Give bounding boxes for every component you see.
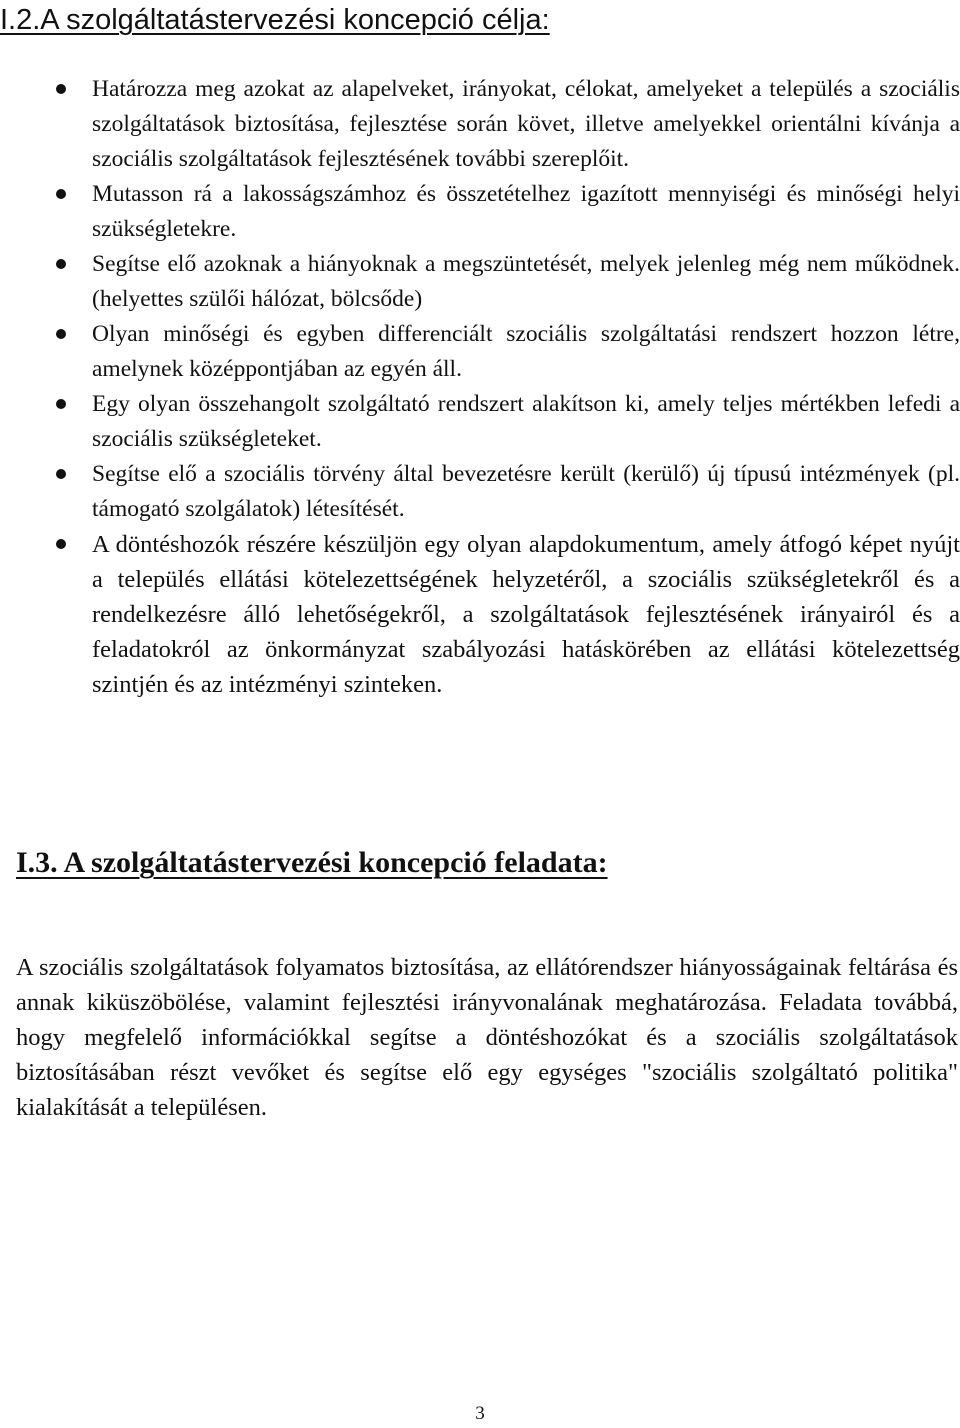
page-number: 3 bbox=[475, 1403, 485, 1424]
goals-bullet-list bbox=[55, 72, 960, 702]
bullet-icon bbox=[56, 329, 66, 339]
bullet-text: Egy olyan összehangolt szolgáltató rendszert alakítson ki, amely teljes mértékben lefedi a szociális szükségleteket. bbox=[92, 391, 960, 452]
bullet-icon bbox=[56, 399, 66, 409]
bullet-text: Olyan minőségi és egyben differenciált szociális szolgáltatási rendszert hozzon létre, amelynek középpontjában az egyén áll. bbox=[92, 321, 960, 382]
bullet-item bbox=[55, 457, 960, 527]
bullet-icon bbox=[56, 259, 66, 269]
bullet-text: Segítse elő azoknak a hiányoknak a megszüntetését, melyek jelenleg még nem működnek. (helyettes szülői hálózat, bölcsőde) bbox=[92, 251, 960, 312]
bullet-text: Határozza meg azokat az alapelveket, irányokat, célokat, amelyeket a település a szociális szolgáltatások biztosítása, fejlesztése során követ, illetve amelyekkel orientálni kívánja a szociális szolgáltatások fejlesztésének további szereplőit. bbox=[92, 76, 960, 172]
bullet-icon bbox=[56, 189, 66, 199]
bullet-text: A döntéshozók részére készüljön egy olyan alapdokumentum, amely átfogó képet nyújt a település ellátási kötelezettségének helyzetéről, a szociális szükségletekről és a rendelkezésre álló lehetőségekről, a szolgáltatások fejlesztésének irányairól és a feladatokról az önkormányzat szabályozási hatáskörében az ellátási kötelezettség szintjén és az intézményi szinteken. bbox=[92, 531, 960, 698]
bullet-text: Mutasson rá a lakosságszámhoz és összetételhez igazított mennyiségi és minőségi helyi szükségletekre. bbox=[92, 181, 960, 242]
section-heading-goal: I.2.A szolgáltatástervezési koncepció célja: bbox=[0, 4, 550, 36]
bullet-icon bbox=[56, 84, 66, 94]
bullet-item bbox=[55, 527, 960, 702]
bullet-icon bbox=[56, 539, 66, 549]
bullet-text: Segítse elő a szociális törvény által bevezetésre került (kerülő) új típusú intézmények (pl. támogató szolgálatok) létesítését. bbox=[92, 461, 960, 522]
bullet-item bbox=[55, 247, 960, 317]
bullet-item bbox=[55, 317, 960, 387]
bullet-item bbox=[55, 72, 960, 177]
section-heading-task: I.3. A szolgáltatástervezési koncepció feladata: bbox=[16, 846, 608, 879]
task-paragraph: A szociális szolgáltatások folyamatos biztosítása, az ellátórendszer hiányosságainak feltárása és annak kiküszöbölése, valamint fejlesztési irányvonalának meghatározása. Feladata továbbá, hogy megfelelő információkkal segítse a döntéshozókat és a szociális szolgáltatások biztosításában részt vevőket és segítse elő egy egységes "szociális szolgáltató politika" kialakítását a településen. bbox=[16, 954, 958, 1121]
bullet-item bbox=[55, 387, 960, 457]
bullet-item bbox=[55, 177, 960, 247]
bullet-icon bbox=[56, 469, 66, 479]
